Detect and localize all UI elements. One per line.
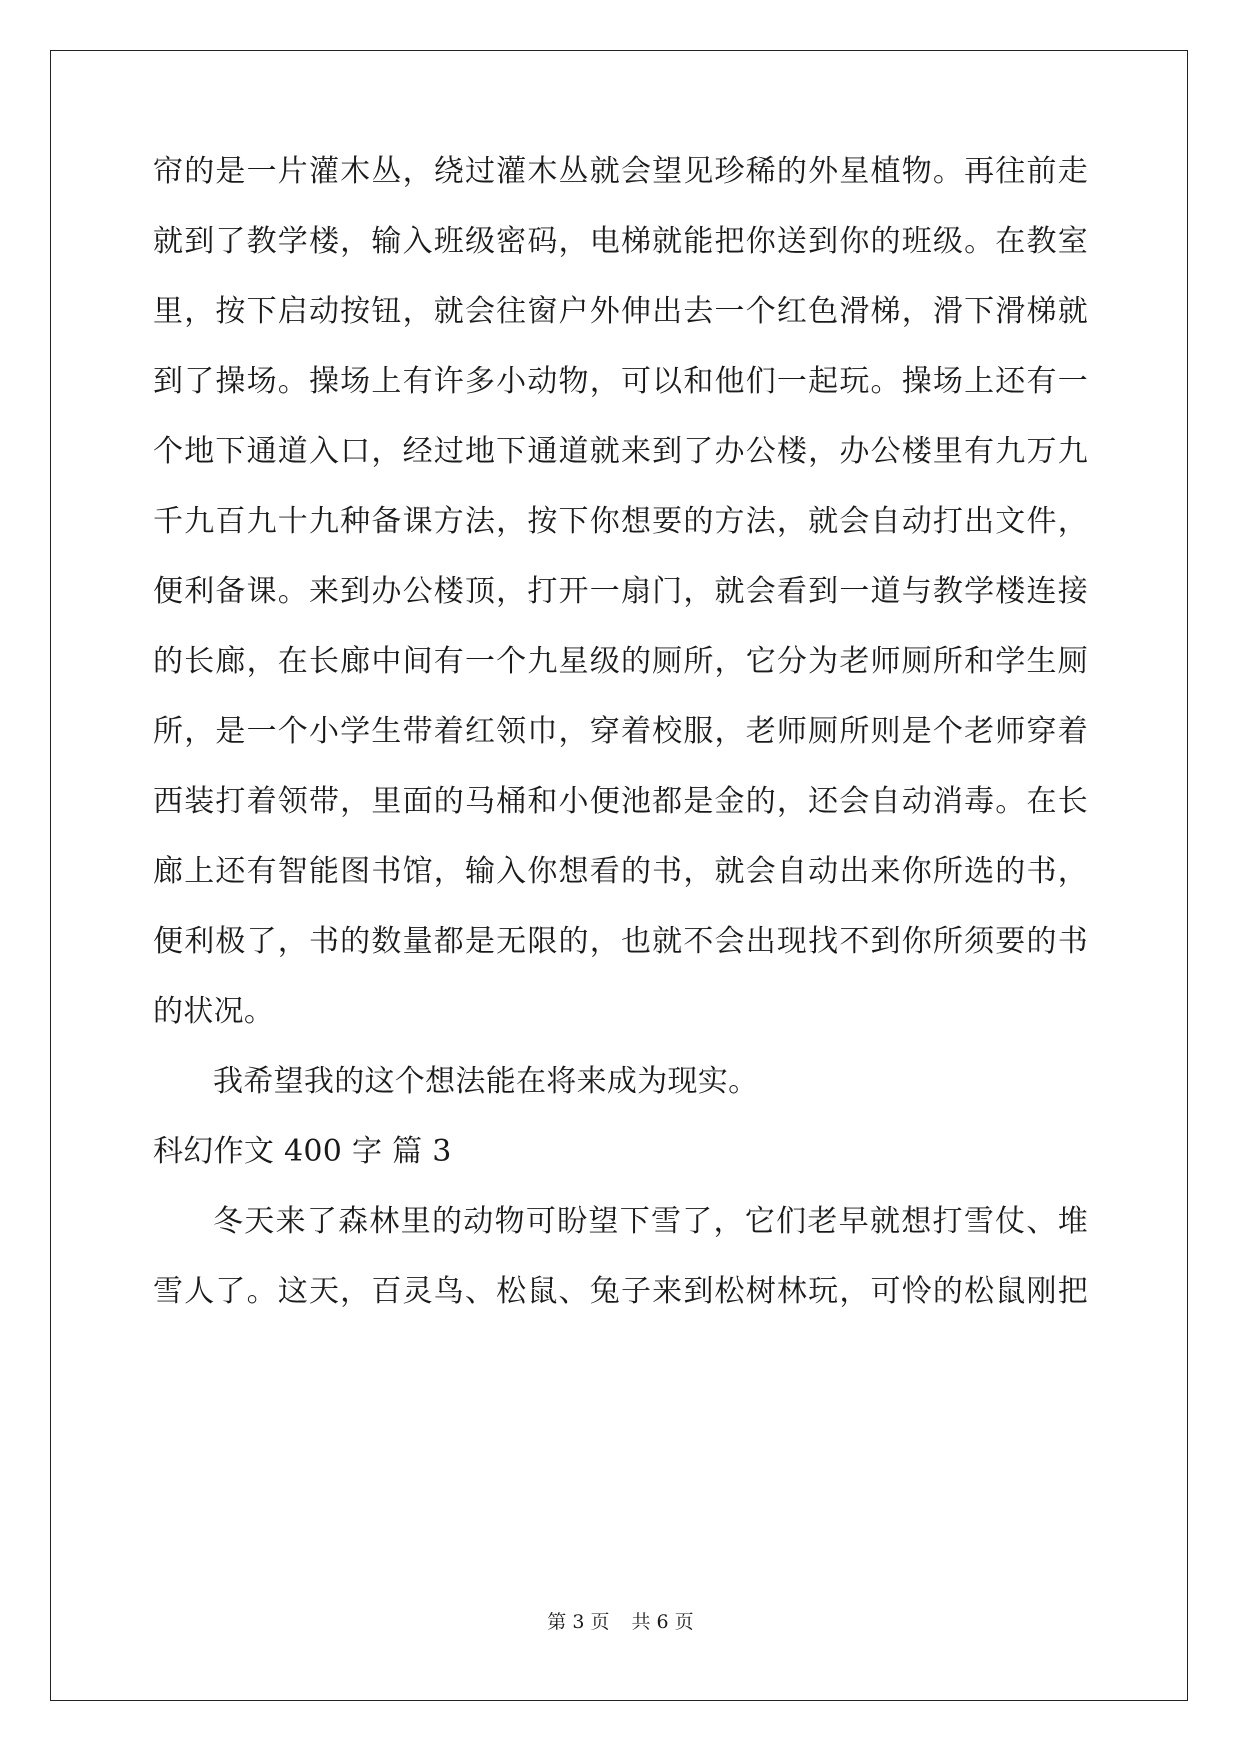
- text-line-10: 西装打着领带，里面的马桶和小便池都是金的，还会自动消毒。在长: [153, 784, 1088, 819]
- page-total: 共 6 页: [631, 1611, 694, 1633]
- text-line-1: 帘的是一片灌木丛，绕过灌木丛就会望见珍稀的外星植物。再往前走: [153, 154, 1088, 189]
- next-line-1: 冬天来了森林里的动物可盼望下雪了，它们老早就想打雪仗、堆: [213, 1204, 1088, 1239]
- text-line-7: 便利备课。来到办公楼顶，打开一扇门，就会看到一道与教学楼连接: [153, 574, 1088, 609]
- text-line-12: 便利极了，书的数量都是无限的，也就不会出现找不到你所须要的书: [153, 924, 1088, 959]
- text-line-4: 到了操场。操场上有许多小动物，可以和他们一起玩。操场上还有一: [153, 364, 1088, 399]
- page-number: 第 3 页: [547, 1611, 610, 1633]
- text-line-8: 的长廊，在长廊中间有一个九星级的厕所，它分为老师厕所和学生厕: [153, 644, 1088, 679]
- text-line-2: 就到了教学楼，输入班级密码，电梯就能把你送到你的班级。在教室: [153, 224, 1088, 259]
- text-line-11: 廊上还有智能图书馆，输入你想看的书，就会自动出来你所选的书，: [153, 854, 1088, 889]
- text-line-9: 所，是一个小学生带着红领巾，穿着校服，老师厕所则是个老师穿着: [153, 714, 1088, 749]
- text-line-3: 里，按下启动按钮，就会往窗户外伸出去一个红色滑梯，滑下滑梯就: [153, 294, 1088, 329]
- section-heading: 科幻作文 400 字 篇 3: [153, 1134, 452, 1169]
- closing-paragraph: 我希望我的这个想法能在将来成为现实。: [213, 1064, 759, 1099]
- text-line-6: 千九百九十九种备课方法，按下你想要的方法，就会自动打出文件，: [153, 504, 1088, 539]
- text-line-5: 个地下通道入口，经过地下通道就来到了办公楼，办公楼里有九万九: [153, 434, 1088, 469]
- page-footer: [0, 1610, 1241, 1634]
- text-line-13: 的状况。: [153, 994, 275, 1029]
- next-line-2: 雪人了。这天，百灵鸟、松鼠、兔子来到松树林玩，可怜的松鼠刚把: [153, 1274, 1088, 1309]
